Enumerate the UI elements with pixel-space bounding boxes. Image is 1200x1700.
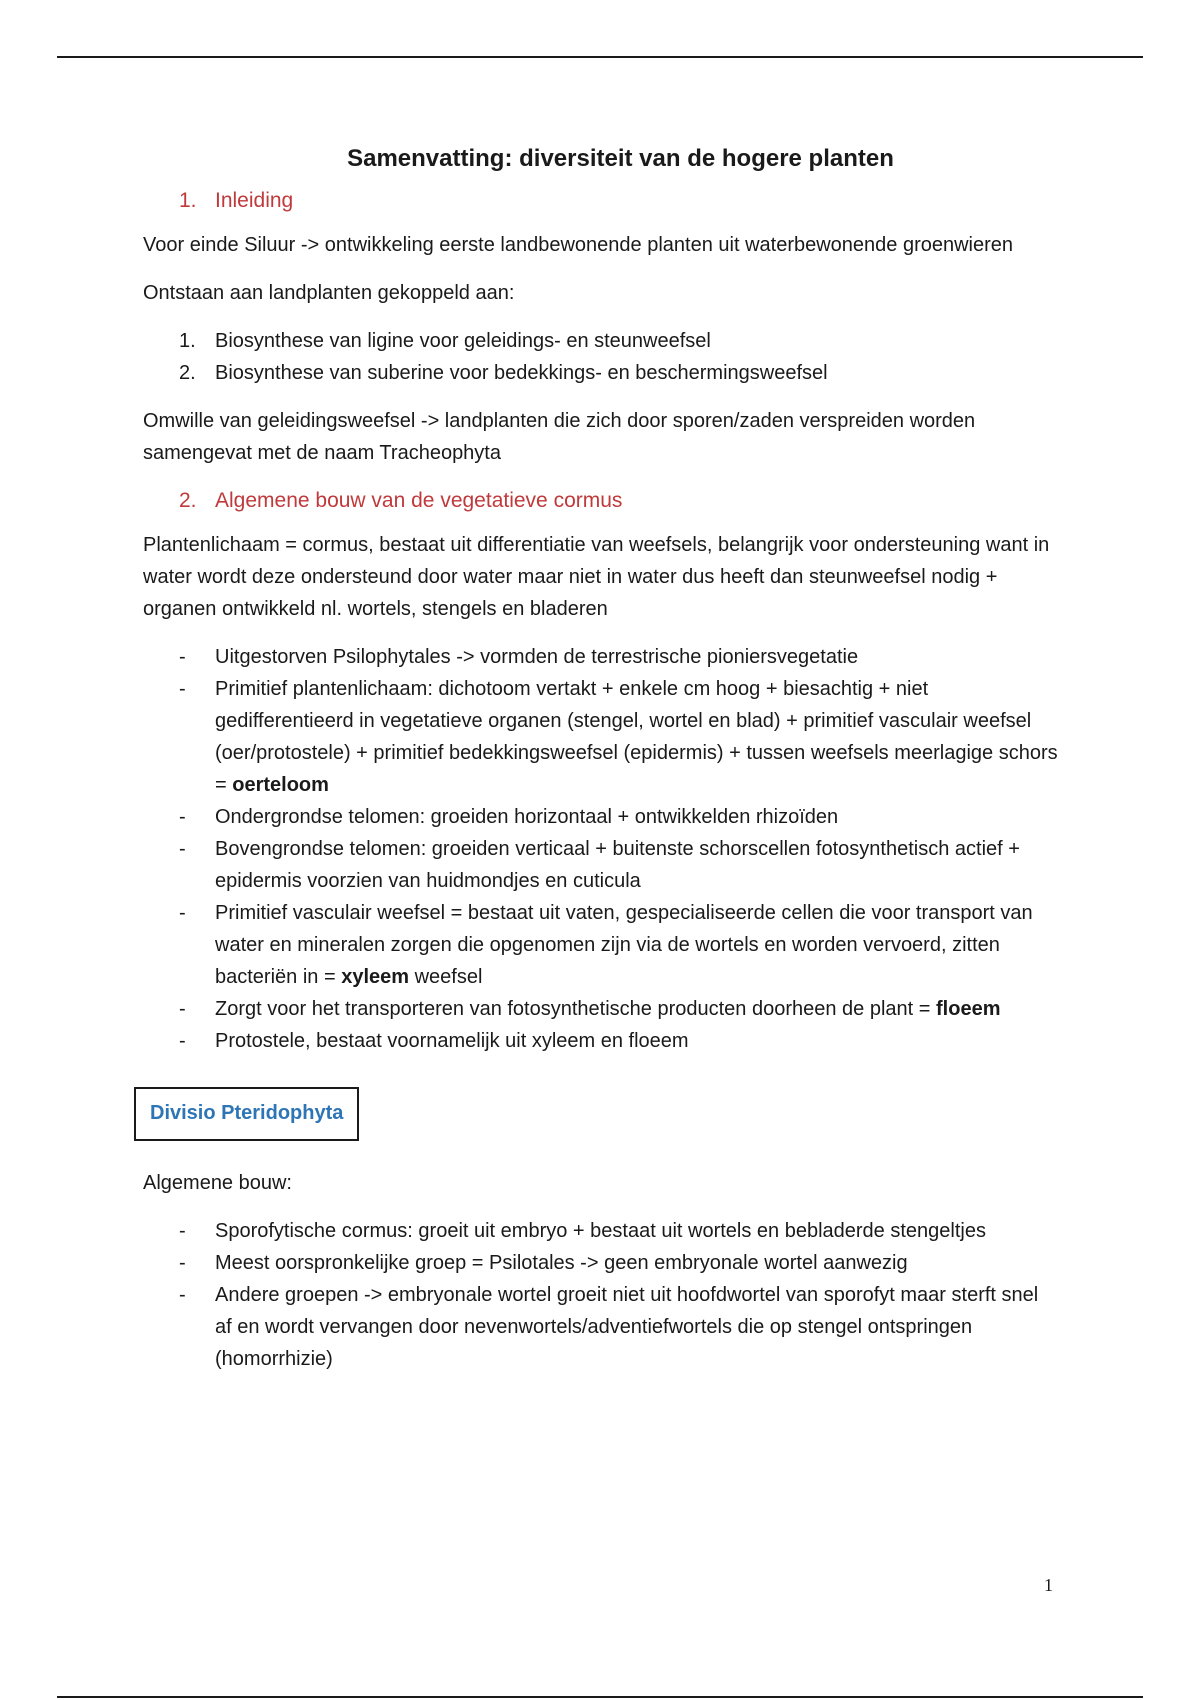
list-item: [179, 801, 1058, 833]
numbered-list: [143, 325, 1058, 389]
list-item: [179, 993, 1058, 1025]
section-number: 1.: [179, 189, 197, 212]
dash-bullet: -: [179, 902, 186, 924]
list-text: [215, 897, 1058, 993]
list-item: [179, 1247, 1058, 1279]
dash-bullet: -: [179, 1252, 186, 1274]
section-heading-inleiding: [143, 185, 1058, 217]
section-number: 2.: [179, 489, 197, 512]
list-number: 2.: [179, 362, 196, 384]
division-intro: Algemene bouw:: [143, 1172, 292, 1194]
list-text-part: Zorgt voor het transporteren van fotosynthetische producten doorheen de plant =: [215, 998, 937, 1020]
list-item: [179, 833, 1058, 897]
list-text: Protostele, bestaat voornamelijk uit xyleem en floeem: [215, 1030, 689, 1052]
dash-bullet: -: [179, 838, 186, 860]
list-text: Uitgestorven Psilophytales -> vormden de terrestrische pioniersvegetatie: [215, 646, 859, 668]
list-item: [179, 1279, 1058, 1375]
page-number: 1: [1044, 1575, 1053, 1595]
top-rule: [57, 56, 1143, 58]
section-heading-cormus: [143, 485, 1058, 517]
section-label: Inleiding: [215, 189, 294, 212]
bold-term-oerteloom: oerteloom: [232, 774, 329, 796]
list-text-part: weefsel: [409, 966, 483, 988]
list-text: Biosynthese van ligine voor geleidings- en steunweefsel: [215, 330, 711, 352]
list-item: [179, 325, 1058, 357]
division-heading: Divisio Pteridophyta: [134, 1087, 359, 1141]
dash-bullet: -: [179, 998, 186, 1020]
list-item: [179, 357, 1058, 389]
list-item: [179, 641, 1058, 673]
list-text: Ondergrondse telomen: groeiden horizontaal + ontwikkelden rhizoïden: [215, 806, 839, 828]
document-body: [143, 143, 1058, 1391]
bold-term-xyleem: xyleem: [341, 966, 410, 988]
intro-paragraph-3: Omwille van geleidingsweefsel -> landplanten die zich door sporen/zaden verspreiden worden samengevat met de naam Tracheophyta: [143, 410, 976, 464]
list-item: [179, 897, 1058, 993]
list-item: [179, 1025, 1058, 1057]
list-text: [215, 673, 1058, 801]
list-number: 1.: [179, 330, 196, 352]
bottom-rule: [57, 1696, 1143, 1698]
page-title: Samenvatting: diversiteit van de hogere planten: [347, 145, 894, 172]
dash-bullet: -: [179, 678, 186, 700]
dash-bullet: -: [179, 1220, 186, 1242]
division-heading-wrapper: [134, 1087, 1058, 1141]
list-item: [179, 1215, 1058, 1247]
division-bullet-list: [143, 1215, 1058, 1375]
list-text: Meest oorspronkelijke groep = Psilotales -> geen embryonale wortel aanwezig: [215, 1252, 908, 1274]
cormus-bullet-list: [143, 641, 1058, 1057]
intro-paragraph-1: Voor einde Siluur -> ontwikkeling eerste landbewonende planten uit waterbewonende groenwieren: [143, 234, 1014, 256]
list-item: [179, 673, 1058, 801]
bold-term-floeem: floeem: [936, 998, 1001, 1020]
section-label: Algemene bouw van de vegetatieve cormus: [215, 489, 623, 512]
list-text: Sporofytische cormus: groeit uit embryo + bestaat uit wortels en bebladerde stengeltjes: [215, 1220, 986, 1242]
dash-bullet: -: [179, 646, 186, 668]
list-text: [215, 993, 1058, 1025]
list-text-part: Primitief vasculair weefsel = bestaat uit vaten, gespecialiseerde cellen die voor transport van water en mineralen zorgen die opgenomen zijn via de wortels en worden vervoerd, zitten bacteriën in =: [215, 902, 1033, 988]
dash-bullet: -: [179, 1284, 186, 1306]
list-text: Bovengrondse telomen: groeiden verticaal + buitenste schorscellen fotosynthetisch actief + epidermis voorzien van huidmondjes en cuticula: [215, 838, 1020, 892]
list-text: Andere groepen -> embryonale wortel groeit niet uit hoofdwortel van sporofyt maar sterft snel af en wordt vervangen door nevenwortels/adventiefwortels die op stengel ontspringen (homorrhizie): [215, 1284, 1039, 1370]
list-text: Biosynthese van suberine voor bedekkings- en beschermingsweefsel: [215, 362, 828, 384]
dash-bullet: -: [179, 1030, 186, 1052]
cormus-paragraph: Plantenlichaam = cormus, bestaat uit differentiatie van weefsels, belangrijk voor ondersteuning want in water wordt deze ondersteund door water maar niet in water dus heeft dan steunweefsel nodig + organen ontwikkeld nl. wortels, stengels en bladeren: [143, 534, 1050, 620]
intro-paragraph-2: Ontstaan aan landplanten gekoppeld aan:: [143, 282, 515, 304]
list-text-part: Primitief plantenlichaam: dichotoom vertakt + enkele cm hoog + biesachtig + niet gedifferentieerd in vegetatieve organen (stengel, wortel en blad) + primitief vasculair weefsel (oer/protostele) + primitief bedekkingsweefsel (epidermis) + tussen weefsels meerlagige schors =: [215, 678, 1058, 796]
dash-bullet: -: [179, 806, 186, 828]
